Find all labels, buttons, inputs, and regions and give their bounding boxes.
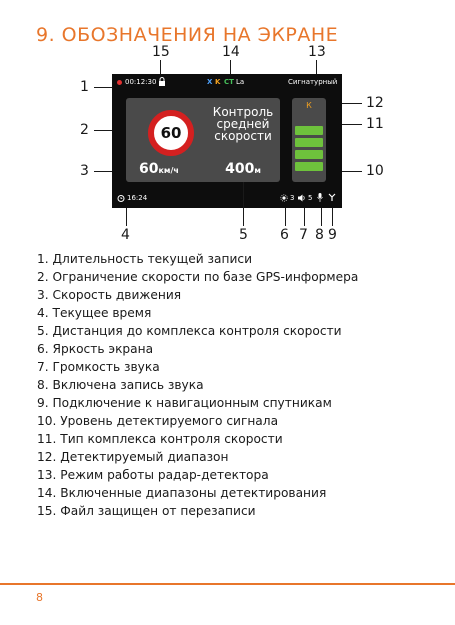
callout-2: 2: [80, 122, 89, 138]
speed-value: 60: [139, 161, 159, 177]
speed-unit: км/ч: [158, 166, 179, 175]
control-line-3: скорости: [214, 129, 272, 143]
speed-panel: [126, 98, 218, 182]
current-speed: [139, 161, 179, 177]
legend-item: 1. Длительность текущей записи: [37, 252, 252, 266]
leader-8: [321, 208, 322, 226]
signal-level-segment: [295, 150, 323, 159]
device-screen: [112, 74, 342, 208]
page-number: 8: [36, 591, 43, 604]
alarm-clock-icon: [117, 194, 125, 202]
legend-item: 3. Скорость движения: [37, 288, 182, 302]
callout-11: 11: [366, 116, 384, 132]
legend-item: 6. Яркость экрана: [37, 342, 154, 356]
leader-4: [126, 208, 127, 226]
volume-value: 5: [308, 194, 313, 202]
legend-item: 5. Дистанция до комплекса контроля скорости: [37, 324, 342, 338]
callout-15: 15: [152, 44, 170, 60]
page-title: 9. ОБОЗНАЧЕНИЯ НА ЭКРАНЕ: [36, 24, 339, 46]
callout-9: 9: [328, 227, 337, 243]
signal-level-segment: [295, 138, 323, 147]
brightness-icon: [280, 194, 288, 202]
detected-band: К: [306, 101, 312, 110]
microphone-icon: [317, 193, 323, 202]
band-k: K: [215, 78, 221, 86]
distance-value: 400: [225, 161, 255, 177]
leader-9: [332, 208, 333, 226]
legend-item: 7. Громкость звука: [37, 360, 160, 374]
volume-icon: [298, 194, 307, 202]
legend-item: 12. Детектируемый диапазон: [37, 450, 229, 464]
legend-item: 9. Подключение к навигационным спутникам: [37, 396, 332, 410]
signal-level-segment: [295, 162, 323, 171]
legend-item: 8. Включена запись звука: [37, 378, 204, 392]
callout-10: 10: [366, 163, 384, 179]
signal-level-segment: [295, 126, 323, 135]
speed-limit-sign: [148, 110, 194, 156]
callout-12: 12: [366, 95, 384, 111]
control-panel: [206, 98, 280, 182]
control-type-label: [206, 106, 280, 142]
callout-7: 7: [299, 227, 308, 243]
callout-14: 14: [222, 44, 240, 60]
callout-13: 13: [308, 44, 326, 60]
lock-icon: [158, 77, 166, 87]
speed-limit-value: 60: [160, 124, 182, 142]
satellite-icon: [328, 193, 336, 202]
band-ct: CT: [224, 78, 234, 86]
legend-item: 4. Текущее время: [37, 306, 152, 320]
legend-item: 2. Ограничение скорости по базе GPS-информера: [37, 270, 359, 284]
signal-panel: [292, 98, 326, 182]
record-dot-icon: [117, 80, 122, 85]
leader-6: [285, 208, 286, 226]
legend-item: 13. Режим работы радар-детектора: [37, 468, 269, 482]
callout-1: 1: [80, 79, 89, 95]
callout-6: 6: [280, 227, 289, 243]
clock-time: 16:24: [127, 194, 148, 202]
callout-4: 4: [121, 227, 130, 243]
legend-list: [37, 250, 358, 520]
footer-divider: [0, 583, 455, 585]
callout-3: 3: [80, 163, 89, 179]
control-line-2: средней: [216, 117, 270, 131]
callout-5: 5: [239, 227, 248, 243]
leader-7: [304, 208, 305, 226]
legend-item: 14. Включенные диапазоны детектирования: [37, 486, 327, 500]
mode-label: Сигнатурный: [288, 78, 338, 86]
leader-5: [243, 182, 244, 226]
legend-item: 11. Тип комплекса контроля скорости: [37, 432, 283, 446]
distance: [206, 161, 280, 177]
legend-item: 10. Уровень детектируемого сигнала: [37, 414, 279, 428]
distance-unit: м: [254, 166, 261, 175]
band-la: La: [236, 78, 245, 86]
band-x: X: [207, 78, 213, 86]
legend-item: 15. Файл защищен от перезаписи: [37, 504, 256, 518]
recording-time: 00:12:30: [125, 78, 157, 86]
brightness-value: 3: [290, 194, 295, 202]
callout-8: 8: [315, 227, 324, 243]
control-line-1: Контроль: [212, 105, 274, 119]
